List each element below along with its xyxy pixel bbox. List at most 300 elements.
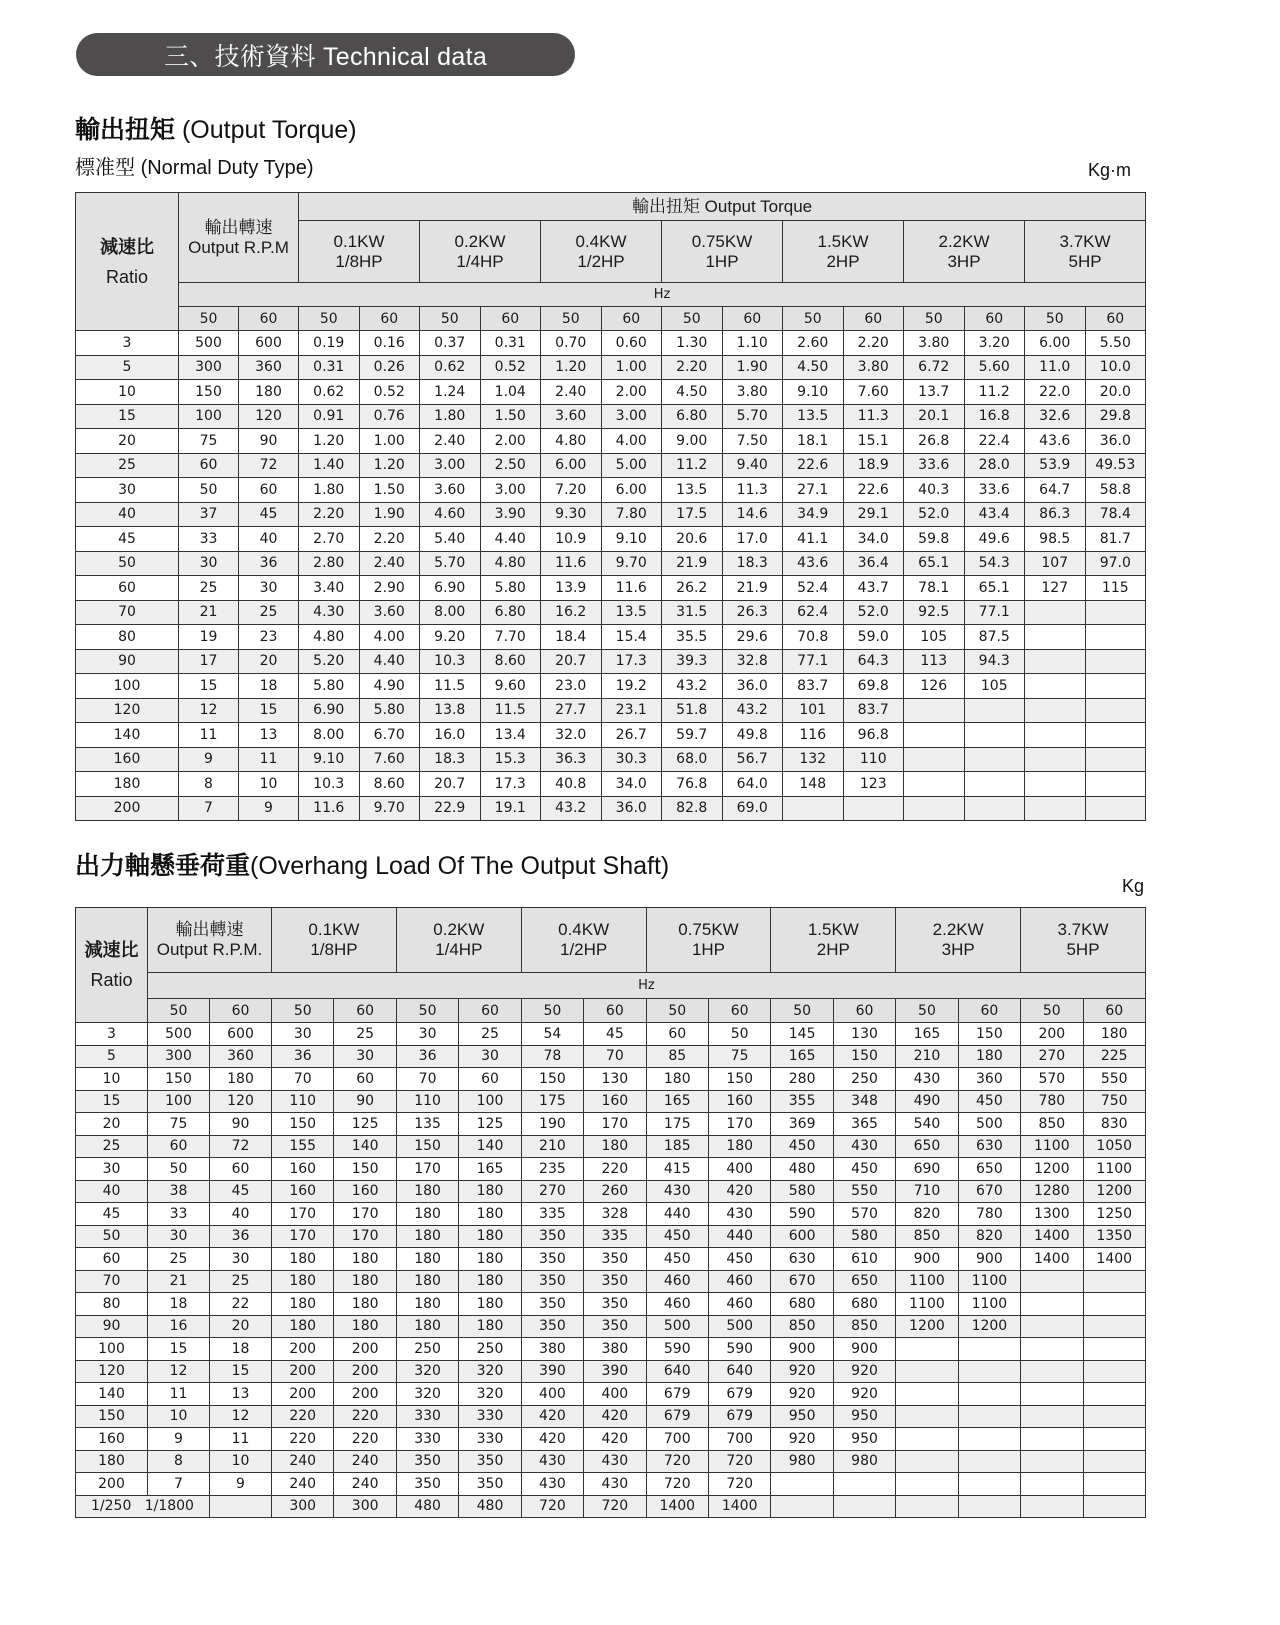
value-cell: 170 [272,1225,334,1248]
value-cell: 7.50 [722,429,783,454]
value-cell: 49.53 [1085,453,1146,478]
value-cell: 2.90 [359,576,420,601]
value-cell: 15.3 [480,747,541,772]
power-kw: 0.75KW [691,231,753,251]
value-cell: 32.8 [722,649,783,674]
value-cell [896,1495,958,1518]
value-cell: 43.4 [964,502,1025,527]
value-cell: 36.0 [1085,429,1146,454]
value-cell: 3.80 [843,355,904,380]
value-cell: 950 [833,1405,895,1428]
value-cell: 590 [771,1203,833,1226]
torque-subtitle-en: (Normal Duty Type) [140,157,314,179]
value-cell: 82.8 [662,796,723,821]
value-cell: 1.10 [722,331,783,356]
value-cell: 1050 [1083,1135,1145,1158]
value-cell [1025,649,1086,674]
value-cell: 4.50 [783,355,844,380]
value-cell: 900 [958,1248,1020,1271]
value-cell: 19.1 [480,796,541,821]
value-cell: 7.80 [601,502,662,527]
value-cell: 1.00 [359,429,420,454]
rpm-cell: 9 [210,1473,272,1496]
power-header [299,221,420,283]
table-row [76,649,1146,674]
torque-title-en: (Output Torque) [181,116,357,144]
value-cell: 180 [584,1135,646,1158]
power-kw: 2.2KW [932,920,984,939]
value-cell: 6.80 [480,600,541,625]
value-cell: 630 [958,1135,1020,1158]
table-row [76,453,1146,478]
value-cell: 180 [459,1315,521,1338]
value-cell: 190 [521,1113,583,1136]
power-header [783,221,904,283]
value-cell: 3.00 [601,404,662,429]
value-cell: 330 [396,1428,458,1451]
rpm-cell: 45 [239,502,299,527]
value-cell: 320 [396,1360,458,1383]
value-cell [1083,1473,1145,1496]
value-cell: 160 [584,1090,646,1113]
value-cell: 2.40 [541,380,602,405]
value-cell [833,1495,895,1518]
ratio-cell: 150 [76,1405,148,1428]
value-cell: 220 [334,1405,396,1428]
power-hp: 5HP [1068,251,1102,271]
table-row [76,380,1146,405]
value-cell: 17.0 [722,527,783,552]
rpm-cell: 13 [210,1383,272,1406]
table-row [76,1360,1146,1383]
rpm-cell: 15 [239,698,299,723]
value-cell: 18.3 [722,551,783,576]
rpm-cell: 21 [148,1270,210,1293]
value-cell: 9.10 [601,527,662,552]
value-cell: 180 [1083,1023,1145,1046]
rpm-cell: 8 [148,1450,210,1473]
table-row [76,698,1146,723]
ratio-header-cjk: 減速比 [84,940,139,960]
value-cell: 69.8 [843,674,904,699]
value-cell: 750 [1083,1090,1145,1113]
rpm-cell: 25 [239,600,299,625]
value-cell: 125 [334,1113,396,1136]
value-cell: 0.31 [299,355,360,380]
value-cell [904,747,965,772]
value-cell: 450 [646,1225,708,1248]
ratio-cell: 15 [76,404,179,429]
value-cell: 180 [396,1315,458,1338]
value-cell [1021,1338,1083,1361]
value-cell: 64.3 [843,649,904,674]
value-cell: 43.2 [662,674,723,699]
value-cell: 950 [833,1428,895,1451]
ratio-cell: 140 [76,1383,148,1406]
power-header [396,908,521,973]
power-header [420,221,541,283]
value-cell: 49.8 [722,723,783,748]
value-cell: 580 [771,1180,833,1203]
value-cell: 54 [521,1023,583,1046]
value-cell: 185 [646,1135,708,1158]
value-cell: 3.00 [420,453,481,478]
section-banner [76,33,575,76]
value-cell: 26.3 [722,600,783,625]
rpm-cell: 18 [239,674,299,699]
value-cell [904,698,965,723]
value-cell: 17.3 [601,649,662,674]
value-cell: 94.3 [964,649,1025,674]
value-cell: 1300 [1021,1203,1083,1226]
value-cell: 650 [833,1270,895,1293]
rpm-cell: 360 [239,355,299,380]
overhang-unit-label: Kg [1122,876,1145,896]
value-cell [1021,1270,1083,1293]
value-cell: 720 [708,1473,770,1496]
power-kw: 0.1KW [308,920,360,939]
value-cell: 430 [584,1473,646,1496]
table-row [76,1450,1146,1473]
hz-header: Hz [179,283,1146,307]
value-cell [958,1338,1020,1361]
value-cell: 85 [646,1045,708,1068]
frequency-header: 60 [334,999,396,1023]
value-cell: 360 [958,1068,1020,1091]
value-cell: 180 [396,1293,458,1316]
value-cell: 30 [396,1023,458,1046]
value-cell: 180 [396,1203,458,1226]
torque-section-title [75,110,357,146]
value-cell: 210 [896,1045,958,1068]
table-row [76,1090,1146,1113]
value-cell: 3.60 [420,478,481,503]
power-kw: 0.75KW [678,920,739,939]
value-cell: 41.1 [783,527,844,552]
value-cell: 440 [708,1225,770,1248]
value-cell: 830 [1083,1113,1145,1136]
power-kw: 0.2KW [454,231,506,251]
rpm-cell: 15 [210,1360,272,1383]
value-cell: 105 [964,674,1025,699]
value-cell: 40.3 [904,478,965,503]
value-cell [904,772,965,797]
value-cell: 1350 [1083,1225,1145,1248]
value-cell: 2.70 [299,527,360,552]
ratio-cell: 15 [76,1090,148,1113]
value-cell: 40.8 [541,772,602,797]
ratio-cell: 10 [76,1068,148,1091]
value-cell: 113 [904,649,965,674]
value-cell: 490 [896,1090,958,1113]
value-cell: 580 [833,1225,895,1248]
value-cell: 97.0 [1085,551,1146,576]
rpm-cell: 15 [148,1338,210,1361]
value-cell: 6.90 [299,698,360,723]
value-cell: 13.8 [420,698,481,723]
rpm-cell: 500 [148,1023,210,1046]
value-cell: 679 [708,1405,770,1428]
value-cell: 26.2 [662,576,723,601]
value-cell: 270 [521,1180,583,1203]
rpm-cell: 12 [179,698,239,723]
value-cell: 180 [958,1045,1020,1068]
frequency-header: 50 [896,999,958,1023]
value-cell: 430 [896,1068,958,1091]
value-cell [1025,674,1086,699]
value-cell [1025,747,1086,772]
value-cell: 1.24 [420,380,481,405]
value-cell: 20.7 [420,772,481,797]
value-cell: 460 [708,1293,770,1316]
value-cell [896,1338,958,1361]
power-hp: 1/2HP [560,940,608,959]
power-hp: 2HP [826,251,860,271]
rpm-cell: 30 [179,551,239,576]
power-kw: 1.5KW [807,920,859,939]
value-cell: 26.8 [904,429,965,454]
frequency-header: 60 [843,307,904,331]
value-cell: 92.5 [904,600,965,625]
value-cell: 180 [334,1315,396,1338]
frequency-header: 60 [480,307,541,331]
frequency-header: 60 [958,999,1020,1023]
value-cell: 68.0 [662,747,723,772]
value-cell: 11.5 [480,698,541,723]
value-cell: 28.0 [964,453,1025,478]
table-row [76,551,1146,576]
value-cell: 2.20 [359,527,420,552]
table-row [76,478,1146,503]
value-cell: 150 [833,1045,895,1068]
rpm-header [179,193,299,283]
rpm-cell: 17 [179,649,239,674]
rpm-cell: 16 [148,1315,210,1338]
value-cell: 4.30 [299,600,360,625]
frequency-header: 50 [420,307,481,331]
value-cell [958,1405,1020,1428]
value-cell [1021,1383,1083,1406]
value-cell [1083,1270,1145,1293]
value-cell: 420 [584,1428,646,1451]
value-cell [1085,698,1146,723]
table-row [76,429,1146,454]
rpm-cell: 11 [148,1383,210,1406]
value-cell: 720 [708,1450,770,1473]
value-cell: 78.4 [1085,502,1146,527]
table-row [76,1473,1146,1496]
rpm-header-cjk: 輸出轉速 [175,920,244,939]
value-cell: 720 [646,1450,708,1473]
rpm-header-en: Output R.P.M [188,237,289,257]
power-kw: 0.4KW [558,920,610,939]
table-row [76,1405,1146,1428]
power-header [896,908,1021,973]
table-row [76,747,1146,772]
value-cell: 22.6 [843,478,904,503]
rpm-cell: 10 [210,1450,272,1473]
table-row [76,1045,1146,1068]
table-row [76,404,1146,429]
value-cell: 180 [272,1248,334,1271]
value-cell: 15.4 [601,625,662,650]
value-cell [1083,1428,1145,1451]
torque-title-cjk: 輸出扭矩 [75,116,176,144]
value-cell [1021,1428,1083,1451]
frequency-header: 50 [299,307,360,331]
value-cell: 60 [334,1068,396,1091]
value-cell: 720 [584,1495,646,1518]
value-cell: 600 [771,1225,833,1248]
overhang-title-en: (Overhang Load Of The Output Shaft) [250,852,670,880]
value-cell: 9.20 [420,625,481,650]
power-header [521,908,646,973]
value-cell: 20.0 [1085,380,1146,405]
value-cell: 160 [334,1180,396,1203]
value-cell: 17.3 [480,772,541,797]
value-cell: 9.00 [662,429,723,454]
value-cell: 110 [843,747,904,772]
value-cell: 920 [771,1428,833,1451]
value-cell [896,1473,958,1496]
ratio-cell: 200 [76,796,179,821]
power-header [904,221,1025,283]
value-cell: 126 [904,674,965,699]
value-cell: 650 [958,1158,1020,1181]
rpm-cell: 15 [179,674,239,699]
value-cell: 29.6 [722,625,783,650]
value-cell: 23.1 [601,698,662,723]
value-cell: 5.60 [964,355,1025,380]
value-cell: 365 [833,1113,895,1136]
value-cell: 900 [896,1248,958,1271]
rpm-cell: 7 [148,1473,210,1496]
rpm-cell: 33 [179,527,239,552]
value-cell: 1.20 [541,355,602,380]
value-cell: 380 [521,1338,583,1361]
value-cell: 175 [646,1113,708,1136]
value-cell: 450 [958,1090,1020,1113]
hz-header: Hz [148,973,1146,999]
value-cell: 35.5 [662,625,723,650]
value-cell: 5.20 [299,649,360,674]
value-cell: 52.0 [843,600,904,625]
value-cell: 8.00 [420,600,481,625]
value-cell: 280 [771,1068,833,1091]
value-cell: 2.60 [783,331,844,356]
value-cell: 460 [708,1270,770,1293]
value-cell: 65.1 [904,551,965,576]
frequency-header: 60 [708,999,770,1023]
value-cell [1085,747,1146,772]
value-cell: 98.5 [1025,527,1086,552]
value-cell: 3.00 [480,478,541,503]
value-cell: 22.0 [1025,380,1086,405]
value-cell: 13.4 [480,723,541,748]
rpm-cell: 100 [148,1090,210,1113]
rpm-cell: 8 [179,772,239,797]
table-row [76,1113,1146,1136]
overhang-load-table [75,907,1146,1518]
value-cell: 450 [708,1248,770,1271]
value-cell: 96.8 [843,723,904,748]
rpm-cell: 120 [210,1090,272,1113]
frequency-header: 50 [1025,307,1086,331]
value-cell: 460 [646,1270,708,1293]
value-cell: 348 [833,1090,895,1113]
ratio-cell: 40 [76,502,179,527]
value-cell: 53.9 [1025,453,1086,478]
value-cell [904,796,965,821]
value-cell: 78 [521,1045,583,1068]
value-cell: 369 [771,1113,833,1136]
value-cell: 700 [646,1428,708,1451]
value-cell: 5.40 [420,527,481,552]
value-cell [958,1360,1020,1383]
value-cell: 2.50 [480,453,541,478]
rpm-cell: 20 [239,649,299,674]
value-cell [1025,625,1086,650]
value-cell: 52.0 [904,502,965,527]
value-cell: 4.80 [299,625,360,650]
value-cell: 0.52 [359,380,420,405]
frequency-header: 50 [783,307,844,331]
value-cell [771,1473,833,1496]
value-cell: 123 [843,772,904,797]
ratio-header-cjk: 減速比 [100,236,154,257]
power-kw: 3.7KW [1057,920,1109,939]
frequency-header: 50 [541,307,602,331]
value-cell: 200 [334,1338,396,1361]
value-cell: 590 [708,1338,770,1361]
value-cell: 350 [396,1450,458,1473]
frequency-header: 60 [1085,307,1146,331]
rpm-cell: 50 [179,478,239,503]
value-cell: 430 [521,1450,583,1473]
value-cell [1083,1360,1145,1383]
value-cell: 43.6 [1025,429,1086,454]
value-cell: 350 [521,1248,583,1271]
value-cell [210,1495,272,1518]
power-kw: 0.4KW [575,231,627,251]
value-cell: 23.0 [541,674,602,699]
value-cell: 0.76 [359,404,420,429]
value-cell [843,796,904,821]
rpm-cell: 11 [179,723,239,748]
rpm-cell: 12 [210,1405,272,1428]
value-cell: 200 [1021,1023,1083,1046]
rpm-cell: 23 [239,625,299,650]
value-cell [1025,723,1086,748]
value-cell: 3.80 [722,380,783,405]
value-cell [958,1473,1020,1496]
value-cell [964,723,1025,748]
value-cell: 390 [584,1360,646,1383]
value-cell: 34.0 [843,527,904,552]
overhang-section-title [75,846,669,882]
value-cell: 43.2 [722,698,783,723]
rpm-cell: 11 [239,747,299,772]
value-cell: 450 [833,1158,895,1181]
value-cell: 480 [396,1495,458,1518]
value-cell: 720 [521,1495,583,1518]
value-cell [958,1428,1020,1451]
value-cell: 920 [771,1360,833,1383]
value-cell: 75 [708,1045,770,1068]
ratio-cell: 160 [76,747,179,772]
table-row [76,1315,1146,1338]
value-cell: 2.20 [662,355,723,380]
